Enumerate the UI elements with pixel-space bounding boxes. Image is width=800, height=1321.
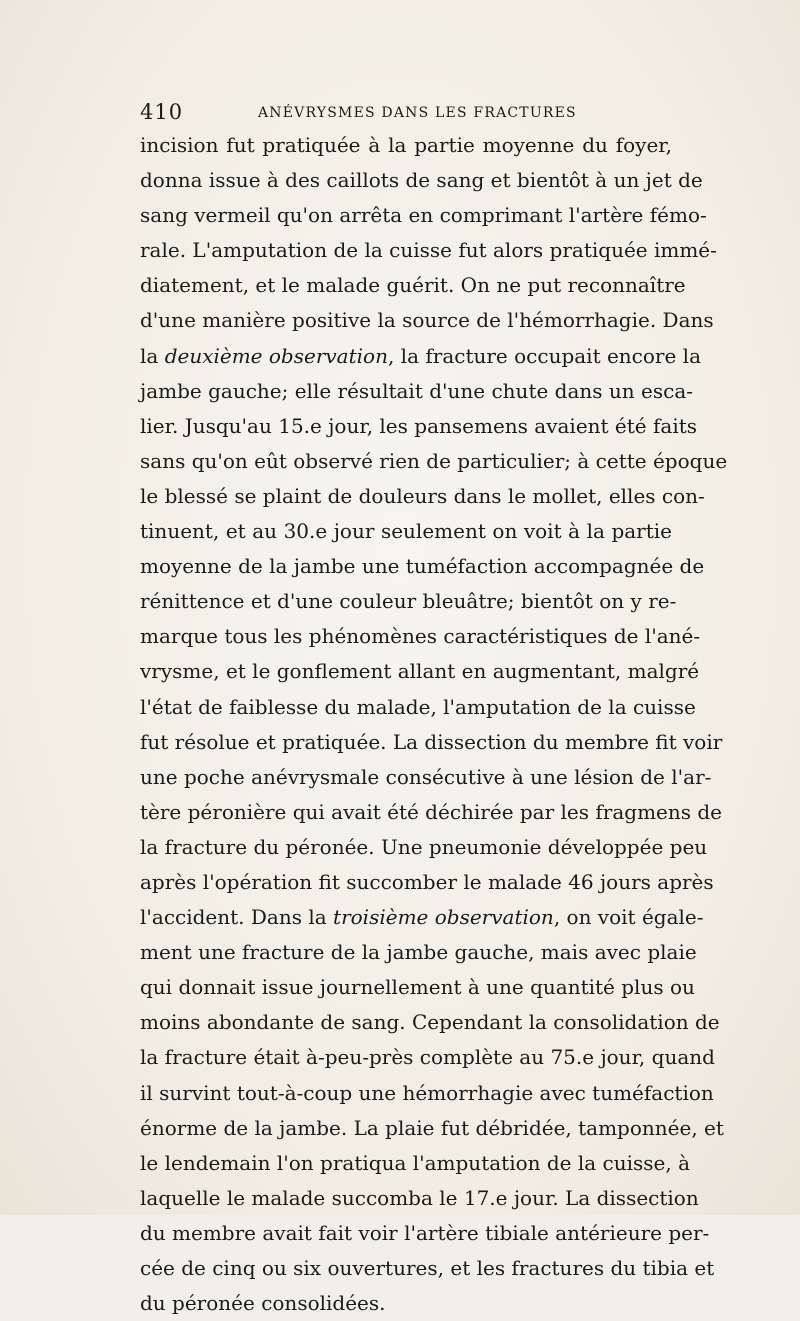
text-line: tère péronière qui avait été déchirée par les fragmens de: [140, 799, 723, 824]
text-line: donna issue à des caillots de sang et bientôt à un jet de: [140, 168, 703, 193]
text-line: vrysme, et le gonflement allant en augmentant, malgré: [140, 659, 700, 684]
text-line: rénittence et d'une couleur bleuâtre; bientôt on y re-: [140, 589, 677, 614]
text-line: l'accident. Dans la troisième observation, on voit égale-: [140, 905, 704, 930]
text-line: sans qu'on eût observé rien de particulier; à cette époque: [140, 448, 728, 473]
text-line: le blessé se plaint de douleurs dans le mollet, elles con-: [140, 483, 705, 508]
italic-phrase: deuxième observation: [164, 343, 388, 368]
text-line-last: du péronée consolidées.: [140, 1291, 386, 1316]
text-line: laquelle le malade succomba le 17.e jour. La dissection: [140, 1185, 699, 1210]
text-line: jambe gauche; elle résultait d'une chute dans un esca-: [140, 378, 693, 403]
text-line: la deuxième observation, la fracture occupait encore la: [140, 343, 701, 368]
text-line: la fracture était à-peu-près complète au 75.e jour, quand: [140, 1045, 715, 1070]
text-line: il survint tout-à-coup une hémorrhagie avec tuméfaction: [140, 1080, 714, 1105]
page-number: 410: [140, 100, 184, 124]
text-line: qui donnait issue journellement à une quantité plus ou: [140, 975, 695, 1000]
text-line: une poche anévrysmale consécutive à une lésion de l'ar-: [140, 764, 712, 789]
running-title: ANÉVRYSMES DANS LES FRACTURES: [258, 105, 577, 121]
text-line: d'une manière positive la source de l'hémorrhagie. Dans: [140, 308, 714, 333]
page-header: [140, 100, 670, 126]
text-line: le lendemain l'on pratiqua l'amputation de la cuisse, à: [140, 1150, 691, 1175]
text-line: énorme de la jambe. La plaie fut débridée, tamponnée, et: [140, 1115, 724, 1140]
text-line: moins abondante de sang. Cependant la consolidation de: [140, 1010, 720, 1035]
text-line: l'état de faiblesse du malade, l'amputation de la cuisse: [140, 694, 696, 719]
text-line: fut résolue et pratiquée. La dissection du membre fit voir: [140, 729, 723, 754]
italic-phrase: troisième observation: [333, 905, 554, 930]
text-line: moyenne de la jambe une tuméfaction accompagnée de: [140, 554, 705, 579]
text-line: lier. Jusqu'au 15.e jour, les pansemens avaient été faits: [140, 413, 698, 438]
text-line: ment une fracture de la jambe gauche, mais avec plaie: [140, 940, 697, 965]
text-line: après l'opération fit succomber le malade 46 jours après: [140, 869, 714, 894]
text-line: du membre avait fait voir l'artère tibiale antérieure per-: [140, 1220, 710, 1245]
text-line: diatement, et le malade guérit. On ne put reconnaître: [140, 273, 686, 298]
body-text: [140, 128, 728, 1321]
text-line: tinuent, et au 30.e jour seulement on voit à la partie: [140, 519, 672, 544]
text-line: sang vermeil qu'on arrêta en comprimant l'artère fémo-: [140, 203, 707, 228]
text-line: cée de cinq ou six ouvertures, et les fractures du tibia et: [140, 1256, 715, 1280]
text-line: incision fut pratiquée à la partie moyenne du foyer,: [140, 133, 672, 157]
text-line: la fracture du péronée. Une pneumonie développée peu: [140, 834, 708, 859]
text-line: rale. L'amputation de la cuisse fut alors pratiquée immé-: [140, 238, 717, 263]
text-line: marque tous les phénomènes caractéristiques de l'ané-: [140, 624, 701, 649]
